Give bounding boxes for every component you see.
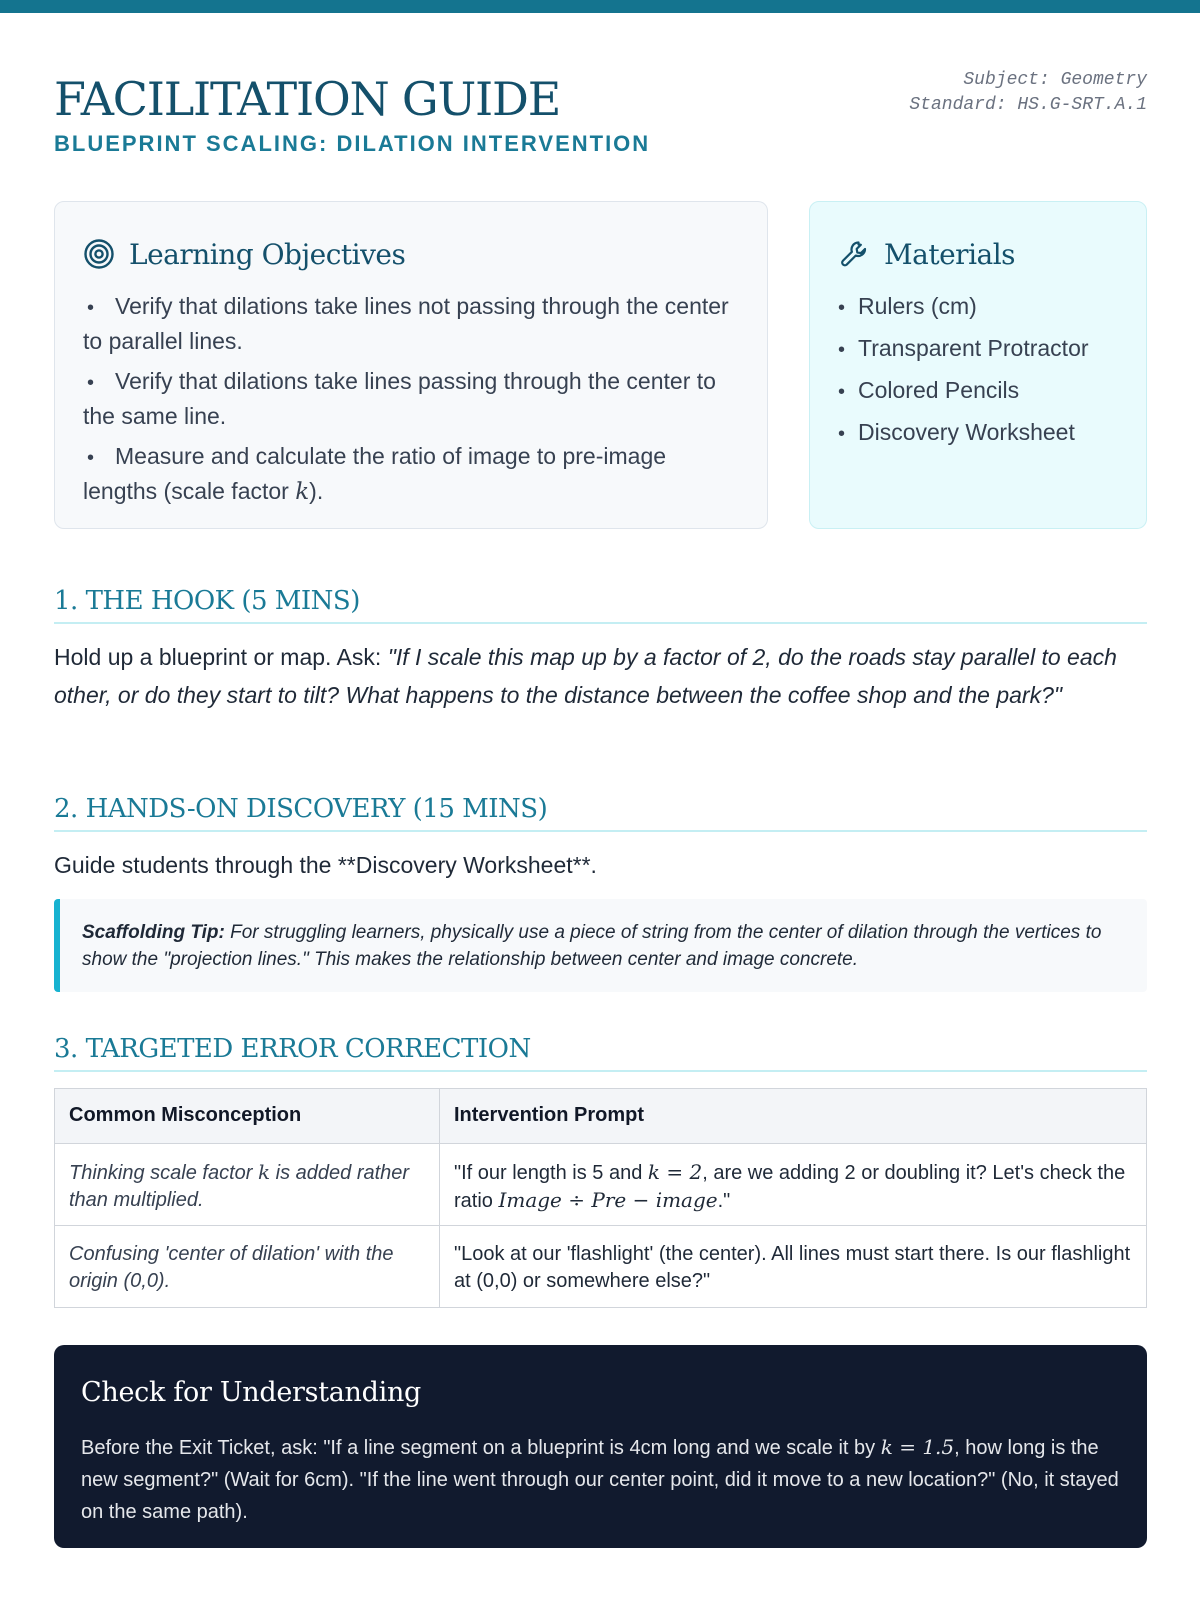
objectives-header — [83, 232, 741, 276]
ratio-expression: Image ÷ Pre − image — [498, 1188, 718, 1212]
math-expression: k = 1.5 — [880, 1435, 955, 1459]
learning-objectives-card — [54, 201, 768, 529]
hook-lead: Hold up a blueprint or map. Ask: — [54, 644, 388, 670]
materials-header — [838, 232, 1120, 276]
wrench-icon — [838, 238, 870, 270]
error-correction-section-title: 3. TARGETED ERROR CORRECTION — [54, 1031, 1147, 1072]
material-text: Discovery Worksheet — [858, 419, 1075, 445]
top-accent-bar — [0, 0, 1200, 13]
tip-text: For struggling learners, physically use a piece of string from the center of dilation through the vertices to show the "projection lines." This makes the relationship between center and image concrete. — [82, 922, 1102, 970]
math-expression: k = 2 — [647, 1160, 703, 1184]
material-text: Colored Pencils — [858, 377, 1020, 403]
misconception-cell — [55, 1144, 440, 1226]
materials-list — [838, 290, 1120, 451]
materials-heading: Materials — [884, 237, 1016, 271]
objective-text-end: ). — [309, 478, 324, 504]
objective-text: Measure and calculate the ratio of image to pre-image lengths (scale factor — [83, 443, 667, 504]
list-item — [838, 290, 1120, 325]
misconception-text: Thinking scale factor — [69, 1162, 258, 1184]
bullet: • — [838, 381, 846, 403]
bullet: • — [838, 423, 846, 445]
objective-text: Verify that dilations take lines not passing through the center to parallel lines. — [83, 293, 729, 354]
hook-quote: "If I scale this map up by a factor of 2, do the roads stay parallel to each other, or do they start to tilt? What happens to the distance between the coffee shop and the park?" — [54, 644, 1117, 708]
list-item — [83, 290, 741, 358]
error-correction-table — [54, 1088, 1147, 1308]
column-header-intervention: Intervention Prompt — [440, 1089, 1147, 1144]
bullet: • — [838, 297, 846, 319]
list-item — [838, 332, 1120, 367]
prompt-text: "If our length is 5 and — [454, 1162, 648, 1184]
list-item — [83, 365, 741, 433]
intervention-cell: "Look at our 'flashlight' (the center). All lines must start there. Is our flashlight at (0,0) or somewhere else?" — [440, 1226, 1147, 1308]
bullet: • — [87, 372, 95, 394]
objectives-list — [83, 290, 741, 509]
scale-factor-variable: k — [295, 479, 310, 505]
scaffolding-tip-callout — [54, 899, 1147, 992]
page-subtitle: BLUEPRINT SCALING: DILATION INTERVENTION — [54, 131, 651, 156]
scale-factor-variable: k — [257, 1160, 271, 1184]
check-text: Before the Exit Ticket, ask: "If a line segment on a blueprint is 4cm long and we scale it by — [81, 1437, 881, 1459]
tip-label: Scaffolding Tip: — [82, 922, 225, 943]
check-text-end: , how long is the new segment?" (Wait for 6cm). "If the line went through our center point, did it move to a new location?" (No, it stayed on the same path). — [81, 1437, 1119, 1523]
list-item — [838, 374, 1120, 409]
column-header-misconception: Common Misconception — [55, 1089, 440, 1144]
prompt-text-end: ." — [717, 1190, 731, 1212]
target-icon — [83, 238, 115, 270]
check-for-understanding-box — [54, 1345, 1147, 1548]
misconception-cell: Confusing 'center of dilation' with the origin (0,0). — [55, 1226, 440, 1308]
prompt-text-mid: , are we adding 2 or doubling it? Let's check the ratio — [454, 1162, 1126, 1212]
list-item — [838, 416, 1120, 451]
discovery-paragraph: Guide students through the **Discovery Worksheet**. — [54, 852, 597, 878]
hook-section-title: 1. THE HOOK (5 MINS) — [54, 583, 1147, 624]
objectives-heading: Learning Objectives — [129, 237, 406, 271]
check-body — [81, 1431, 1121, 1528]
bullet: • — [87, 447, 95, 469]
document-header — [54, 68, 1147, 168]
standard-label: Standard: HS.G-SRT.A.1 — [909, 95, 1147, 115]
subject-label: Subject: Geometry — [963, 70, 1147, 90]
document-meta — [909, 68, 1147, 118]
discovery-section-title: 2. HANDS-ON DISCOVERY (15 MINS) — [54, 791, 1147, 832]
table-row — [55, 1226, 1147, 1308]
objective-text: Verify that dilations take lines passing through the center to the same line. — [83, 368, 716, 429]
bullet: • — [838, 339, 846, 361]
misconception-text-end: is added rather than multiplied. — [69, 1162, 410, 1211]
table-row — [55, 1144, 1147, 1226]
bullet: • — [87, 297, 95, 319]
materials-card — [809, 201, 1147, 529]
check-heading: Check for Understanding — [81, 1377, 422, 1408]
material-text: Rulers (cm) — [858, 293, 977, 319]
intervention-cell — [440, 1144, 1147, 1226]
list-item — [83, 440, 741, 509]
material-text: Transparent Protractor — [858, 335, 1089, 361]
page-title: FACILITATION GUIDE — [54, 72, 561, 126]
table-header-row — [55, 1089, 1147, 1144]
hook-paragraph — [54, 638, 1147, 714]
